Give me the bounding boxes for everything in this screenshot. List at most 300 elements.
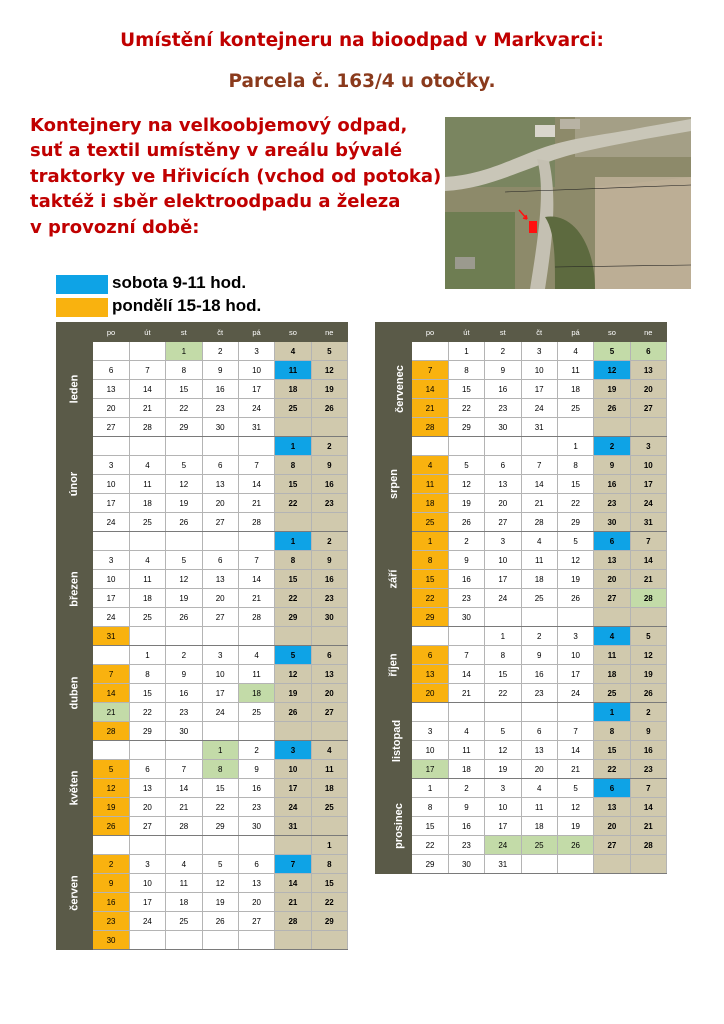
weekday-header: so xyxy=(275,323,311,342)
month-name: březen xyxy=(68,570,81,607)
day-cell: 28 xyxy=(412,418,448,437)
day-cell: 7 xyxy=(412,361,448,380)
day-cell: 17 xyxy=(238,380,274,399)
day-cell: 17 xyxy=(275,779,311,798)
day-cell: 5 xyxy=(448,456,484,475)
legend-saturday-swatch xyxy=(56,275,108,294)
day-cell: 14 xyxy=(275,874,311,893)
day-cell: 1 xyxy=(412,532,448,551)
day-cell: 6 xyxy=(594,779,630,798)
day-cell: 12 xyxy=(275,665,311,684)
day-cell: 14 xyxy=(448,665,484,684)
day-cell: 4 xyxy=(311,741,347,760)
week-row xyxy=(57,570,348,589)
day-cell: 9 xyxy=(311,551,347,570)
day-cell xyxy=(238,532,274,551)
month-name: prosinec xyxy=(392,803,405,849)
day-cell: 29 xyxy=(448,418,484,437)
day-cell: 15 xyxy=(448,380,484,399)
day-cell: 12 xyxy=(557,798,593,817)
day-cell: 1 xyxy=(202,741,238,760)
week-row xyxy=(376,494,667,513)
day-cell: 5 xyxy=(93,760,129,779)
week-row xyxy=(376,817,667,836)
week-row xyxy=(57,532,348,551)
day-cell: 25 xyxy=(594,684,630,703)
weekday-header: ne xyxy=(311,323,347,342)
day-cell: 2 xyxy=(521,627,557,646)
day-cell: 27 xyxy=(129,817,165,836)
day-cell: 17 xyxy=(202,684,238,703)
day-cell: 21 xyxy=(238,589,274,608)
day-cell: 25 xyxy=(129,513,165,532)
day-cell: 21 xyxy=(630,817,666,836)
day-cell: 19 xyxy=(166,494,202,513)
day-cell: 14 xyxy=(557,741,593,760)
day-cell: 30 xyxy=(166,722,202,741)
day-cell: 5 xyxy=(630,627,666,646)
day-cell: 23 xyxy=(311,589,347,608)
week-row xyxy=(376,361,667,380)
day-cell: 9 xyxy=(166,665,202,684)
day-cell: 13 xyxy=(202,475,238,494)
day-cell: 28 xyxy=(521,513,557,532)
day-cell: 10 xyxy=(485,798,521,817)
day-cell: 6 xyxy=(485,456,521,475)
day-cell: 30 xyxy=(238,817,274,836)
week-row xyxy=(57,475,348,494)
day-cell: 11 xyxy=(521,798,557,817)
day-cell: 9 xyxy=(311,456,347,475)
day-cell: 30 xyxy=(448,855,484,874)
day-cell: 2 xyxy=(485,342,521,361)
day-cell xyxy=(521,437,557,456)
day-cell xyxy=(129,741,165,760)
day-cell: 28 xyxy=(238,608,274,627)
info-line: traktorky ve Hřivicích (vchod od potoka) xyxy=(30,165,442,187)
month-name: květen xyxy=(68,770,81,806)
day-cell: 16 xyxy=(311,570,347,589)
day-cell: 25 xyxy=(275,399,311,418)
day-cell: 18 xyxy=(129,589,165,608)
week-row xyxy=(57,513,348,532)
info-text xyxy=(30,113,442,240)
day-cell: 24 xyxy=(129,912,165,931)
day-cell: 5 xyxy=(166,551,202,570)
day-cell: 29 xyxy=(202,817,238,836)
day-cell: 21 xyxy=(630,570,666,589)
day-cell: 6 xyxy=(238,855,274,874)
day-cell: 22 xyxy=(594,760,630,779)
day-cell: 17 xyxy=(630,475,666,494)
week-row xyxy=(57,589,348,608)
day-cell: 28 xyxy=(238,513,274,532)
day-cell: 18 xyxy=(594,665,630,684)
day-cell: 20 xyxy=(594,817,630,836)
day-cell: 26 xyxy=(166,608,202,627)
week-row xyxy=(376,456,667,475)
day-cell: 3 xyxy=(93,551,129,570)
day-cell: 5 xyxy=(275,646,311,665)
day-cell: 19 xyxy=(202,893,238,912)
day-cell: 11 xyxy=(521,551,557,570)
day-cell: 22 xyxy=(275,589,311,608)
day-cell: 14 xyxy=(630,551,666,570)
month-label xyxy=(57,342,93,437)
week-row xyxy=(57,817,348,836)
day-cell xyxy=(594,608,630,627)
day-cell: 2 xyxy=(448,532,484,551)
day-cell xyxy=(166,437,202,456)
day-cell: 14 xyxy=(238,570,274,589)
day-cell: 13 xyxy=(238,874,274,893)
day-cell: 29 xyxy=(311,912,347,931)
day-cell: 2 xyxy=(166,646,202,665)
day-cell xyxy=(202,836,238,855)
day-cell xyxy=(311,817,347,836)
day-cell: 3 xyxy=(521,342,557,361)
day-cell: 25 xyxy=(166,912,202,931)
weekday-header: st xyxy=(485,323,521,342)
day-cell: 17 xyxy=(129,893,165,912)
day-cell: 7 xyxy=(238,551,274,570)
day-cell: 15 xyxy=(129,684,165,703)
day-cell: 9 xyxy=(238,760,274,779)
day-cell xyxy=(129,437,165,456)
day-cell: 19 xyxy=(557,817,593,836)
day-cell: 4 xyxy=(412,456,448,475)
day-cell: 24 xyxy=(238,399,274,418)
day-cell: 22 xyxy=(412,589,448,608)
day-cell: 20 xyxy=(521,760,557,779)
legend-monday-swatch xyxy=(56,298,108,317)
day-cell: 2 xyxy=(630,703,666,722)
day-cell: 1 xyxy=(275,532,311,551)
weekday-header: po xyxy=(93,323,129,342)
legend-monday-label: pondělí 15-18 hod. xyxy=(112,296,262,315)
day-cell: 23 xyxy=(238,798,274,817)
day-cell: 23 xyxy=(311,494,347,513)
day-cell: 23 xyxy=(202,399,238,418)
day-cell: 25 xyxy=(521,589,557,608)
day-cell: 26 xyxy=(557,589,593,608)
day-cell: 12 xyxy=(557,551,593,570)
day-cell: 31 xyxy=(485,855,521,874)
day-cell: 20 xyxy=(485,494,521,513)
day-cell: 25 xyxy=(238,703,274,722)
day-cell: 12 xyxy=(93,779,129,798)
day-cell: 8 xyxy=(166,361,202,380)
day-cell: 28 xyxy=(275,912,311,931)
day-cell: 23 xyxy=(166,703,202,722)
day-cell: 11 xyxy=(557,361,593,380)
week-row xyxy=(376,836,667,855)
day-cell: 27 xyxy=(485,513,521,532)
week-row xyxy=(57,627,348,646)
day-cell: 9 xyxy=(448,798,484,817)
day-cell: 18 xyxy=(238,684,274,703)
day-cell: 16 xyxy=(202,380,238,399)
day-cell: 21 xyxy=(93,703,129,722)
day-cell: 14 xyxy=(630,798,666,817)
page-title: Umístění kontejneru na bioodpad v Markvarci: xyxy=(120,30,604,51)
day-cell: 13 xyxy=(93,380,129,399)
day-cell: 12 xyxy=(166,475,202,494)
day-cell: 6 xyxy=(93,361,129,380)
day-cell xyxy=(166,741,202,760)
day-cell: 17 xyxy=(485,817,521,836)
week-row xyxy=(376,418,667,437)
day-cell: 22 xyxy=(129,703,165,722)
day-cell: 7 xyxy=(238,456,274,475)
day-cell: 21 xyxy=(129,399,165,418)
day-cell: 12 xyxy=(594,361,630,380)
day-cell: 12 xyxy=(311,361,347,380)
day-cell: 6 xyxy=(594,532,630,551)
day-cell: 10 xyxy=(521,361,557,380)
day-cell: 15 xyxy=(557,475,593,494)
day-cell: 17 xyxy=(412,760,448,779)
day-cell: 6 xyxy=(521,722,557,741)
day-cell xyxy=(275,627,311,646)
day-cell: 24 xyxy=(202,703,238,722)
day-cell: 18 xyxy=(275,380,311,399)
day-cell: 25 xyxy=(129,608,165,627)
week-row xyxy=(57,798,348,817)
day-cell: 13 xyxy=(202,570,238,589)
day-cell xyxy=(93,532,129,551)
day-cell xyxy=(485,608,521,627)
weekday-header: st xyxy=(166,323,202,342)
day-cell: 10 xyxy=(93,570,129,589)
day-cell: 9 xyxy=(448,551,484,570)
day-cell xyxy=(311,931,347,950)
day-cell xyxy=(557,418,593,437)
day-cell: 18 xyxy=(448,760,484,779)
day-cell xyxy=(485,437,521,456)
day-cell: 22 xyxy=(485,684,521,703)
day-cell: 18 xyxy=(557,380,593,399)
month-name: červenec xyxy=(393,365,406,413)
day-cell: 21 xyxy=(412,399,448,418)
day-cell: 10 xyxy=(412,741,448,760)
day-cell: 1 xyxy=(485,627,521,646)
week-row xyxy=(57,399,348,418)
day-cell: 5 xyxy=(166,456,202,475)
week-row xyxy=(57,931,348,950)
day-cell: 5 xyxy=(557,532,593,551)
day-cell: 10 xyxy=(557,646,593,665)
day-cell: 17 xyxy=(521,380,557,399)
day-cell: 5 xyxy=(311,342,347,361)
week-row xyxy=(376,532,667,551)
day-cell: 10 xyxy=(275,760,311,779)
day-cell: 8 xyxy=(485,646,521,665)
day-cell: 20 xyxy=(412,684,448,703)
week-row xyxy=(57,722,348,741)
day-cell xyxy=(202,437,238,456)
day-cell xyxy=(166,931,202,950)
day-cell: 8 xyxy=(129,665,165,684)
day-cell: 11 xyxy=(311,760,347,779)
week-row xyxy=(376,380,667,399)
day-cell: 27 xyxy=(594,836,630,855)
day-cell: 22 xyxy=(275,494,311,513)
day-cell xyxy=(485,703,521,722)
day-cell: 11 xyxy=(129,570,165,589)
month-label xyxy=(376,779,412,874)
day-cell: 6 xyxy=(202,456,238,475)
day-cell: 28 xyxy=(166,817,202,836)
weekday-header: ne xyxy=(630,323,666,342)
calendar-right xyxy=(375,322,667,874)
day-cell: 13 xyxy=(521,741,557,760)
day-cell: 6 xyxy=(412,646,448,665)
month-name: červen xyxy=(68,874,81,911)
day-cell: 28 xyxy=(630,836,666,855)
day-cell xyxy=(129,836,165,855)
day-cell: 15 xyxy=(594,741,630,760)
day-cell: 7 xyxy=(630,779,666,798)
day-cell: 7 xyxy=(448,646,484,665)
week-row xyxy=(376,855,667,874)
day-cell xyxy=(448,703,484,722)
day-cell: 31 xyxy=(630,513,666,532)
day-cell: 8 xyxy=(311,855,347,874)
day-cell: 12 xyxy=(485,741,521,760)
day-cell: 26 xyxy=(630,684,666,703)
week-row xyxy=(376,665,667,684)
weekday-header: pá xyxy=(557,323,593,342)
week-row xyxy=(57,342,348,361)
day-cell: 15 xyxy=(311,874,347,893)
day-cell: 29 xyxy=(129,722,165,741)
week-row xyxy=(376,627,667,646)
week-row xyxy=(376,399,667,418)
day-cell xyxy=(594,855,630,874)
day-cell: 3 xyxy=(485,779,521,798)
day-cell: 5 xyxy=(485,722,521,741)
week-row xyxy=(376,798,667,817)
day-cell xyxy=(202,931,238,950)
day-cell: 26 xyxy=(93,817,129,836)
week-row xyxy=(376,646,667,665)
day-cell: 24 xyxy=(275,798,311,817)
day-cell: 30 xyxy=(311,608,347,627)
day-cell: 28 xyxy=(630,589,666,608)
day-cell: 20 xyxy=(238,893,274,912)
day-cell: 26 xyxy=(202,912,238,931)
day-cell: 21 xyxy=(557,760,593,779)
week-row xyxy=(57,456,348,475)
day-cell: 13 xyxy=(594,798,630,817)
day-cell: 3 xyxy=(202,646,238,665)
day-cell: 8 xyxy=(202,760,238,779)
day-cell xyxy=(448,627,484,646)
week-row xyxy=(57,779,348,798)
day-cell: 20 xyxy=(202,589,238,608)
day-cell: 25 xyxy=(412,513,448,532)
weekday-header: po xyxy=(412,323,448,342)
day-cell xyxy=(275,836,311,855)
day-cell: 26 xyxy=(448,513,484,532)
day-cell: 16 xyxy=(448,817,484,836)
day-cell xyxy=(93,836,129,855)
day-cell: 1 xyxy=(594,703,630,722)
week-row xyxy=(376,760,667,779)
day-cell: 31 xyxy=(521,418,557,437)
day-cell: 22 xyxy=(557,494,593,513)
day-cell: 1 xyxy=(412,779,448,798)
day-cell: 1 xyxy=(311,836,347,855)
day-cell: 9 xyxy=(202,361,238,380)
day-cell: 16 xyxy=(485,380,521,399)
aerial-map-image xyxy=(445,117,691,289)
day-cell xyxy=(521,855,557,874)
day-cell xyxy=(275,722,311,741)
day-cell: 26 xyxy=(166,513,202,532)
month-label xyxy=(57,741,93,836)
day-cell xyxy=(93,342,129,361)
day-cell: 2 xyxy=(448,779,484,798)
day-cell: 30 xyxy=(448,608,484,627)
day-cell: 7 xyxy=(129,361,165,380)
day-cell: 19 xyxy=(93,798,129,817)
weekday-header: čt xyxy=(521,323,557,342)
day-cell: 14 xyxy=(521,475,557,494)
day-cell: 27 xyxy=(238,912,274,931)
day-cell: 2 xyxy=(238,741,274,760)
day-cell: 14 xyxy=(129,380,165,399)
day-cell xyxy=(202,532,238,551)
day-cell: 1 xyxy=(275,437,311,456)
week-row xyxy=(376,342,667,361)
week-row xyxy=(57,665,348,684)
day-cell: 17 xyxy=(93,589,129,608)
day-cell: 27 xyxy=(93,418,129,437)
day-cell: 10 xyxy=(93,475,129,494)
day-cell xyxy=(275,931,311,950)
day-cell: 5 xyxy=(557,779,593,798)
day-cell: 4 xyxy=(238,646,274,665)
day-cell: 16 xyxy=(311,475,347,494)
day-cell xyxy=(238,722,274,741)
week-row xyxy=(376,779,667,798)
day-cell: 9 xyxy=(93,874,129,893)
week-row xyxy=(57,836,348,855)
month-label xyxy=(376,627,412,703)
day-cell: 4 xyxy=(129,551,165,570)
day-cell: 10 xyxy=(202,665,238,684)
day-cell: 26 xyxy=(275,703,311,722)
week-row xyxy=(376,608,667,627)
day-cell: 5 xyxy=(202,855,238,874)
day-cell: 12 xyxy=(202,874,238,893)
day-cell: 23 xyxy=(93,912,129,931)
day-cell: 15 xyxy=(202,779,238,798)
day-cell xyxy=(238,627,274,646)
day-cell: 18 xyxy=(521,570,557,589)
day-cell: 21 xyxy=(166,798,202,817)
day-cell: 15 xyxy=(412,817,448,836)
day-cell xyxy=(521,608,557,627)
week-row xyxy=(57,418,348,437)
day-cell: 27 xyxy=(202,608,238,627)
day-cell: 29 xyxy=(412,855,448,874)
calendar-corner xyxy=(57,323,93,342)
day-cell: 19 xyxy=(311,380,347,399)
day-cell: 28 xyxy=(93,722,129,741)
